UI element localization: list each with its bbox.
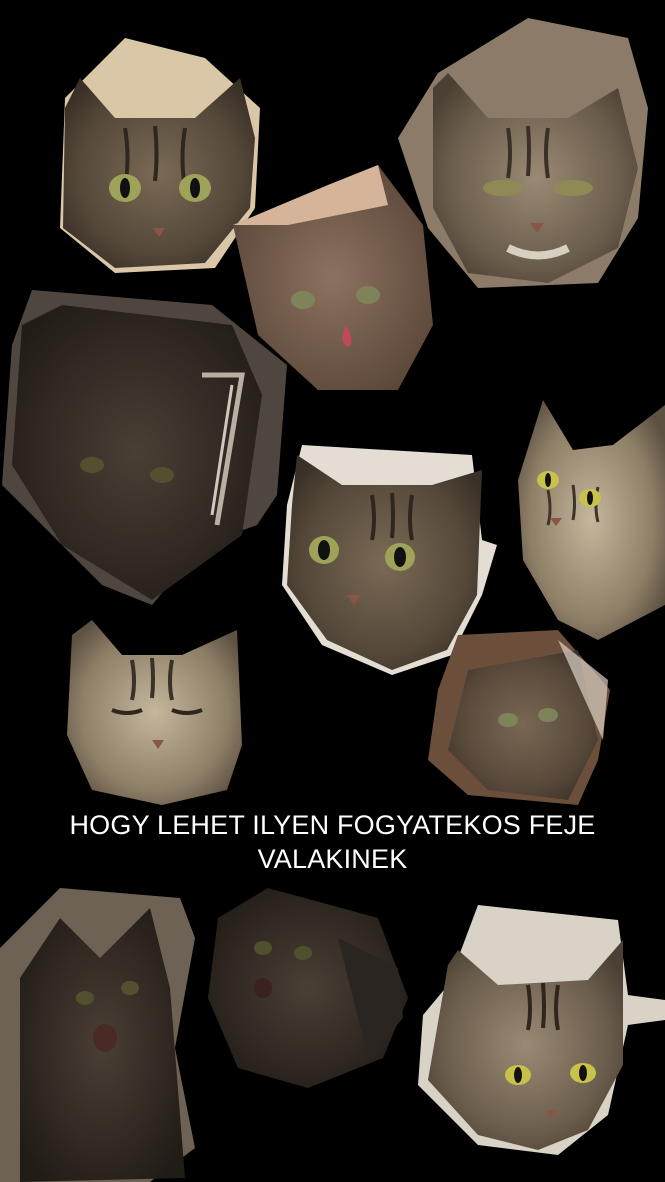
caption-text: [0, 808, 665, 876]
caption-line-2: VALAKINEK: [257, 844, 408, 874]
cat-cutout-yellow-eyes-right: [518, 390, 665, 640]
caption-line-1: HOGY LEHET ILYEN FOGYATEKOS FEJE: [69, 810, 596, 840]
cat-cutout-dark-bottom-center: [208, 888, 408, 1088]
cat-cutout-blurry-right: [428, 630, 610, 805]
cat-cutout-dark-chin-left: [2, 285, 290, 610]
cat-cutout-yawning-bottom-left: [0, 888, 200, 1182]
cat-cutout-sleepy-left: [62, 615, 247, 805]
cat-cutout-bright-eyes-bottom-right: [418, 905, 665, 1155]
